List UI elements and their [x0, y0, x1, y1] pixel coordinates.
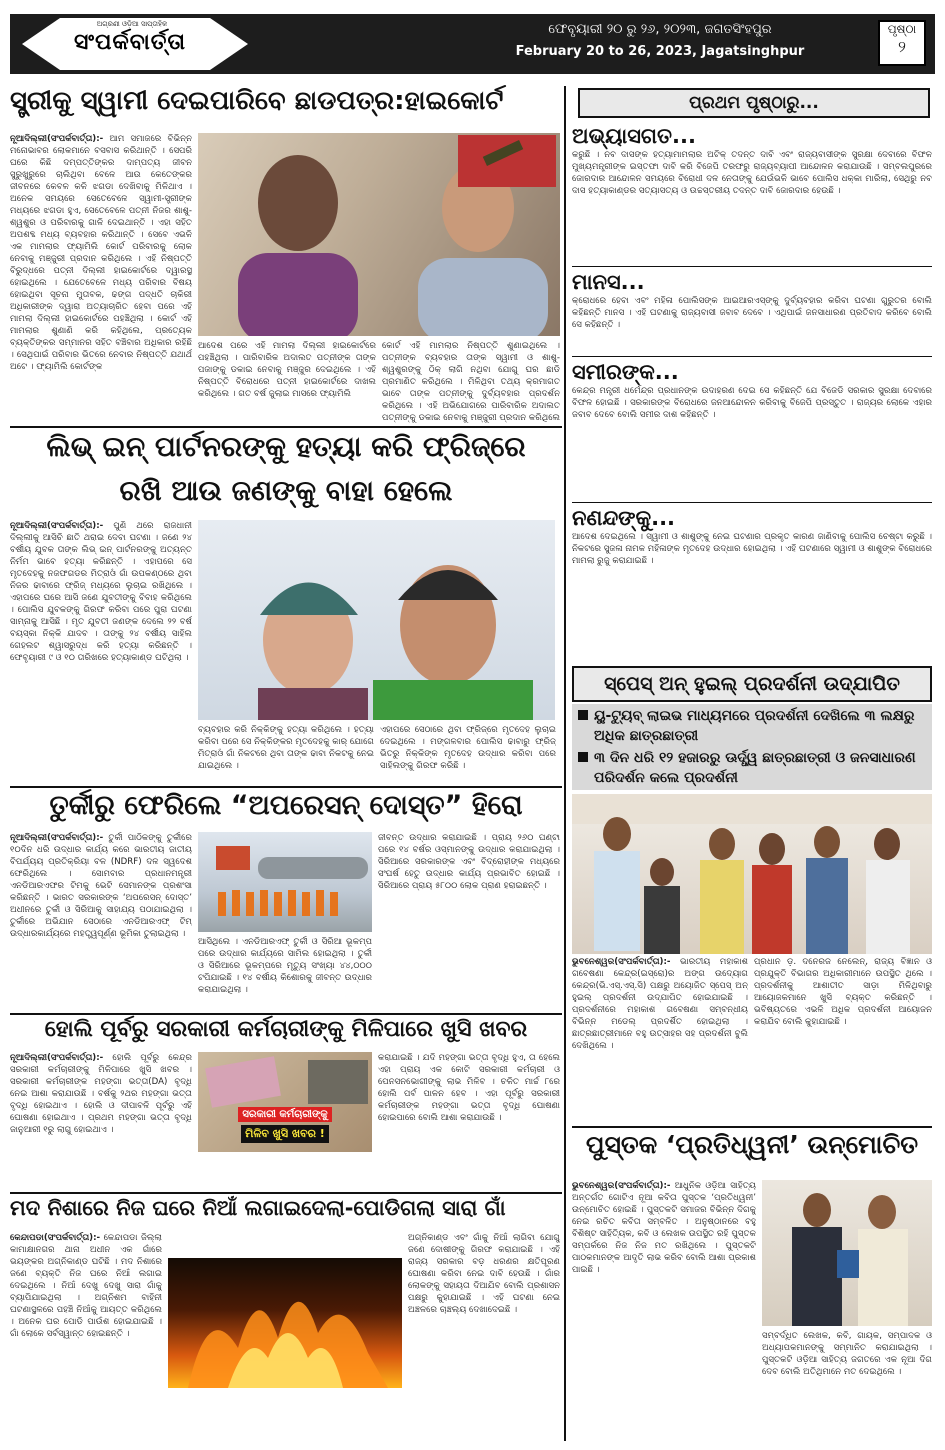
expo-visitors-photo — [572, 794, 932, 954]
story4-dateline: ନୂଆଦିଲ୍ଲୀ(ସଂପର୍କବାର୍ତ୍ତା):- — [10, 1053, 104, 1063]
story3-col3: ଜୀବନ୍ତ ଉଦ୍ଧାର କରାଯାଇଛି । ପ୍ରାୟ ୨୬୦ ଘଣ୍ଟା ପରେ ୧୪ ବର୍ଷର ଓସ୍ମାନଙ୍କୁ ଉଦ୍ଧାର କରାଯାଇଥିଲା । ସିରିଆରେ ସରକାରଙ୍କ ଏବଂ ବିଦ୍ରୋହୀଙ୍କ ମଧ୍ୟରେ ସଂଘର୍ଷ ହେତୁ ଉଦ୍ଧାର କାର୍ଯ୍ୟ ପ୍ରଭାବିତ ହୋଇଛି । ସିରିଆରେ ପ୍ରାୟ ୫୮୦୦ ଲୋକ ପ୍ରାଣ ହରାଇଛନ୍ତି । — [378, 833, 560, 891]
story5-dateline: କେନ୍ଦାପଡା(ସଂପର୍କବାର୍ତ୍ତା):- — [10, 1233, 101, 1243]
cont-item-2-text: କ୍ରୋଧରେ ହେବା ଏବଂ ମହିଳା ପୋଲିସଙ୍କ ଆଇଆରଏସ୍‌ଙ୍କୁ ଦୁର୍ବ୍ୟବହାର କରିବା ଘଟଣା ଗୁରୁତର ବୋଲି କହିଛନ୍ତି ମାନସ । ଏହି ଘଟଣାକୁ ରାଜ୍ୟବାସୀ ଜବାବ ଦେବେ । ଏଥିପାଇଁ ଜନସାଧାରଣ ପ୍ରତିବାଦ କରିବେ ବୋଲି ସେ କହିଛନ୍ତି । — [572, 296, 932, 330]
expo-bullet-2: ୩ ଦିନ ଧରି ୧୨ ହଜାରରୁ ଊର୍ଦ୍ଧ୍ୱ ଛାତ୍ରଛାତ୍ରୀ ଓ ଜନସାଧାରଣ ପରିଦର୍ଶନ କଲେ ପ୍ରଦର୍ଶନୀ — [594, 750, 916, 786]
rule — [10, 1192, 562, 1194]
story2-col3: ଏହାପରେ ସେଠାରେ ଥିବା ଫ୍ରିଜ୍‌ରେ ମୃତଦେହ ଲୁଚାଇ ଦେଇଥିଲେ । ମଙ୍ଗଳବାର ପୋଲିସ ଢାବାରୁ ଫ୍ରିଜ୍ ଭିତରୁ ନିକ୍କିଙ୍କ ମୃତଦେହ ଉଦ୍ଧାର କରିବା ପରେ ସାହିଲଙ୍କୁ ଗିରଫ କରିଛି । — [380, 725, 556, 771]
ndrf-team-photo — [198, 832, 372, 932]
story2-headline-line2: ରଖି ଆଉ ଜଣଙ୍କୁ ବାହା ହେଲେ — [119, 474, 453, 507]
story1-col3: କୋର୍ଟ ଏହି ମାମଲାର ନିଷ୍ପତ୍ତି ଶୁଣାଇଥିଲେ । ପତ୍ନୀଙ୍କ ବ୍ୟବହାର ତାଙ୍କ ସ୍ୱାମୀ ଓ ଶାଶୁ-ଶ୍ୱଶୁରଙ୍କୁ ଠିକ୍ ଲାଗି ନଥିବା ଯୋଗୁ ଘର ଛାଡି ପ୍ରମାଣିତ କରିଥିଲେ । ମିଳିଥିବା ତଥ୍ୟ କ୍ରମାଗତ ଭାବେ ତାଙ୍କ ପତ୍ନୀଙ୍କୁ ଦୁର୍ବ୍ୟବହାର ପ୍ରଦର୍ଶନ କରିଥିଲେ । ଏହି ଅଭିଯୋଗରେ ପାରିବାରିକ ଅଦାଲତ ପତ୍ନୀଙ୍କୁ ଡକାଇ ନେବାକୁ ମଞ୍ଜୁରୀ ପ୍ରଦାନ କରିଥିଲେ — [382, 341, 560, 423]
rule — [572, 356, 932, 357]
village-fire-photo — [168, 1258, 402, 1388]
cont-item-2 — [572, 270, 932, 354]
cont-item-3-text: କେନ୍ଦ୍ର ମନ୍ତ୍ରୀ ଧର୍ମେନ୍ଦ୍ର ପ୍ରଧାନଙ୍କ ଉଦାହରଣ ଦେଇ ସେ କହିଛନ୍ତି ଯେ ବିଜେଡି ସରକାର ସୁରକ୍ଷା ଦେବାରେ ବିଫଳ ହୋଇଛି । ସରକାରଙ୍କ ବିରୋଧରେ ଜନଆନ୍ଦୋଳନ କରିବାକୁ ବିଜେପି ପ୍ରସ୍ତୁତ । ରାଜ୍ୟର ଲୋକେ ଏହାର ଜବାବ ଦେବେ ବୋଲି ସମୀର ଦାଶ କହିଛନ୍ତି । — [572, 386, 932, 420]
expo-headline: ସ୍ପେସ୍ ଅନ୍ ହୁଇଲ୍ ପ୍ରଦର୍ଶନୀ ଉଦ୍‌ଯାପିତ — [572, 666, 932, 702]
book-headline: ପୁସ୍ତକ ‘ପ୍ରତିଧ୍ୱନୀ’ ଉନ୍ମୋଚିତ — [585, 1130, 919, 1159]
cont-item-4-kicker: ନଣନ୍ଦଙ୍କୁ... — [572, 506, 676, 530]
story5-headline: ମଦ ନିଶାରେ ନିଜ ଘରେ ନିଆଁ ଲଗାଇଦେଲା-ପୋଡିଗଲା ସାରା ଗାଁ — [10, 1196, 506, 1220]
rule — [572, 266, 932, 267]
story4-col2: କରାଯାଇଛି । ଯଦି ମହଙ୍ଗା ଭତ୍ତା ବୃଦ୍ଧି ହୁଏ, ତା ହେଲେ ଏହା ପ୍ରାୟ ଏକ କୋଟି ସରକାରୀ କର୍ମଚାରୀ ଓ ପେନସନଭୋଗୀଙ୍କୁ ଲାଭ ମିଳିବ । ଚଳିତ ମାର୍ଚ୍ଚ ୮ରେ ହୋଲି ପର୍ବ ପାଳନ ହେବ । ଏହା ପୂର୍ବରୁ ସରକାରୀ କର୍ମଚାରୀଙ୍କ ମହଙ୍ଗା ଭତ୍ତା ବୃଦ୍ଧି ଘୋଷଣା ହୋଇପାରେ ବୋଲି ଆଶା କରାଯାଉଛି । — [378, 1053, 560, 1123]
story3-col2: ଆସିଥିଲେ । ଏନଡିଆରଏଫ୍ ତୁର୍କୀ ଓ ସିରିଆ ଭୂକମ୍ପ ପରେ ଉଦ୍ଧାର କାର୍ଯ୍ୟରେ ସାମିଲ ହୋଇଥିଲା । ତୁର୍କୀ ଓ ସିରିଆରେ ଭୂକମ୍ପରେ ମୃତ୍ୟୁ ସଂଖ୍ୟା ୪୪,୦୦୦ ଟପିଯାଇଛି । ୧୪ ବର୍ଷୀୟ କିଶୋରକୁ ଜୀବନ୍ତ ଉଦ୍ଧାର କରାଯାଇଥିଲା । — [198, 937, 372, 995]
story5-col2: ଅଗ୍ନିକାଣ୍ଡ ଏବଂ ଗାଁକୁ ନିଆଁ ଲାଗିବା ଯୋଗୁ ଜଣେ ଦୋଷୀଙ୍କୁ ଗିରଫ କରାଯାଇଛି । ଏହି ରାଜ୍ୟ ସରକାର ବଡ଼ ଧରଣର କ୍ଷତିପୂରଣ ଘୋଷଣା କରିବା ନେଇ ଦାବି ହେଉଛି । ଗାଁର ଲୋକଙ୍କୁ ସହାୟତା ଦିଆଯିବ ବୋଲି ପ୍ରଶାସନ ପକ୍ଷରୁ କୁହାଯାଇଛି । ଏହି ଘଟଣା ନେଇ ଅଞ୍ଚଳରେ ଚାଞ୍ଚଲ୍ୟ ଦେଖାଦେଇଛି । — [408, 1233, 560, 1315]
book-col2: ସମ୍ବର୍ଦ୍ଧିତ ଲେଖକ, କବି, ଗାୟକ, ସମ୍ପାଦକ ଓ ଅଧ୍ୟାପକମାନଙ୍କୁ ସମ୍ମାନିତ କରାଯାଇଥିଲା । ପୁସ୍ତକଟି ଓଡ଼ିଆ ସାହିତ୍ୟ ଜଗତରେ ଏକ ନୂଆ ଦିଗ ଦେବ ବୋଲି ଅତିଥିମାନେ ମତ ଦେଇଥିଲେ । — [762, 1331, 932, 1377]
cont-item-1-kicker: ଅଭ୍ୟାସଗତ... — [572, 124, 696, 148]
govt-photo-caption-line1: ସରକାରୀ କର୍ମଚାରୀଙ୍କୁ — [238, 1107, 331, 1122]
govt-photo-caption — [200, 1102, 370, 1150]
expo-col1: ଭୁବନେଶ୍ୱର(ସଂପର୍କବାର୍ତ୍ତା):- ଭାରତୀୟ ମହାକାଶ ଗବେଷଣା କେନ୍ଦ୍ର(ଇସ୍ରୋ)ର ଅଙ୍ଗ ଉଦ୍ୟୋଗ କେନ୍ଦ୍ର(ଭି.ଏସ୍.ଏସ୍.ସି) ପକ୍ଷରୁ ଅୟୋଜିତ ସ୍ପେସ୍ ଅନ୍ ହୁଇଲ୍ ପ୍ରଦର୍ଶନୀ ଉଦ୍‌ଯାପିତ ହୋଇଯାଇଛି । ପ୍ରଦର୍ଶନୀରେ ମହାକାଶ ଗବେଷଣା ସମ୍ବନ୍ଧୀୟ ବିଭିନ୍ନ ମଡେଲ୍ ପ୍ରଦର୍ଶିତ ହୋଇଥିଲା । ଛାତ୍ରଛାତ୍ରୀମାନେ ବହୁ ଉତ୍ସାହର ସହ ପ୍ରଦର୍ଶନୀ ବୁଲି ଦେଖିଥିଲେ । — [572, 957, 748, 1051]
rule — [10, 426, 562, 428]
date-english: February 20 to 26, 2023, Jagatsinghpur — [515, 44, 805, 59]
bullet-square — [578, 710, 588, 720]
cont-item-3-kicker: ସମୀରଙ୍କ... — [572, 360, 679, 384]
story2-col1: ନୂଆଦିଲ୍ଲୀ(ସଂପର୍କବାର୍ତ୍ତା):- ପୁଣି ଥରେ ରାଜଧାନୀ ଦିଲ୍ଲୀକୁ ଆସିଚି ଛାତି ଥରାଇ ଦେବା ଘଟଣା । ଜଣେ ୨୪ ବର୍ଷୀୟ ଯୁବକ ତାଙ୍କ ଲିଭ୍ ଇନ୍ ପାର୍ଟନରଙ୍କୁ ଅତ୍ୟନ୍ତ ନିର୍ମମ ଭାବେ ହତ୍ୟା କରିଛନ୍ତି । ଏହାପରେ ସେ ମୃତଦେହକୁ ନଜଫଗଡର ମିତ୍ରାଓଁ ଗାଁ ଉପକଣ୍ଠରେ ଥିବା ନିଜର ଢାବାରେ ଫ୍ରିଜ୍ ମଧ୍ୟରେ ଲୁଚାଇ ରଖିଥିଲେ । ଏହାପରେ ଘରେ ଆସି ଜଣେ ଯୁବତୀଙ୍କୁ ବିବାହ କରିଥିଲେ । ପୋଲିସ ଯୁବକଙ୍କୁ ଗିରଫ କରିବା ପରେ ପୁରା ଘଟଣା ସାମ୍ନାକୁ ଆସିଛି । ମୃତ ଯୁବତୀ ଜଣଙ୍କ ଦେଲେ ୨୨ ବର୍ଷ ବୟସ୍କା ନିକ୍କି ଯାଦବ । ତାଙ୍କୁ ୨୪ ବର୍ଷୀୟ ସାହିଲ ଗେହଲଟ ଶ୍ୱାସରୁଦ୍ଧ କରି ହତ୍ୟା କରିଛନ୍ତି । ଫେବୃୟାରୀ ୯ ଓ ୧୦ ତାରିଖରେ ହତ୍ୟାକାଣ୍ଡ ଘଟିଥିଲା । — [10, 521, 192, 663]
story2-headline-line1: ଲିଭ୍ ଇନ୍ ପାର୍ଟନରଙ୍କୁ ହତ୍ୟା କରି ଫ୍ରିଜ୍‌ରେ — [46, 430, 526, 463]
book-release-photo — [762, 1180, 932, 1326]
page-number: ୨ — [898, 37, 906, 56]
story3-col1: ନୂଆଦିଲ୍ଲୀ(ସଂପର୍କବାର୍ତ୍ତା):- ତୁର୍କୀ ପାଠିକଙ୍କୁ ତୁର୍କୀରେ ୧୦ଦିନ ଧରି ଉଦ୍ଧାର କାର୍ଯ୍ୟ କରେ ଭାରତୀୟ ଜାତୀୟ ବିପର୍ଯ୍ୟୟ ପ୍ରତିକ୍ରିୟା ବଳ (NDRF) ଦଳ ସ୍ୱଦେଶ ଫେରିଥିଲେ । ସୋମବାର ପ୍ରଧାନମନ୍ତ୍ରୀ ଏନଡିଆରଏଫର ଟିମକୁ ଭେଟି ସେମାନଙ୍କ ପ୍ରଶଂସା କରିଛନ୍ତି । ଭାରତ ସରକାରଙ୍କ ‘ଅପରେସନ୍ ଦୋସ୍ତ’ ଅଧୀନରେ ତୁର୍କୀ ଓ ସିରିଆକୁ ସାହାଯ୍ୟ ପଠାଯାଇଥିଲା । ତୁର୍କୀରେ ଅଭିଯାନ ସେଠାରେ ଏନଡିଆରଏଫ୍ ଟିମ୍ ଉଦ୍ଧାରକାର୍ଯ୍ୟରେ ମହତ୍ତ୍ୱପୂର୍ଣ୍ଣ ଭୂମିକା ତୁଲାଇଥିଲା । — [10, 833, 192, 939]
story3-headline: ତୁର୍କୀରୁ ଫେରିଲେ “ଅପରେସନ୍ ଦୋସ୍ତ” ହିରୋ — [49, 790, 523, 821]
story2-dateline: ନୂଆଦିଲ୍ଲୀ(ସଂପର୍କବାର୍ତ୍ତା):- — [10, 521, 104, 531]
page-label: ପୃଷ୍ଠା — [887, 22, 917, 36]
rule — [572, 502, 932, 503]
cont-item-1 — [572, 124, 932, 262]
expo-col2: ପ୍ରଧାନ ଡ଼. ଦନେରଜ ନେଲେନ୍, ରାଜ୍ୟ ବିଜ୍ଞାନ ଓ ପ୍ରଯୁକ୍ତି ବିଭାଗର ଅଧିକାରୀମାନେ ଉପସ୍ଥିତ ଥିଲେ । ପ୍ରଦର୍ଶନୀକୁ ଆଶାତୀତ ସାଡ଼ା ମିଳିଥିବାରୁ ଆୟୋଜକମାନେ ଖୁସି ବ୍ୟକ୍ତ କରିଛନ୍ତି । ଭବିଷ୍ୟତରେ ଏଭଳି ଅଧିକ ପ୍ରଦର୍ଶନୀ ଆୟୋଜନ କରାଯିବ ବୋଲି କୁହାଯାଇଛି । — [754, 957, 932, 1027]
story1-dateline: ନୂଆଦିଲ୍ଲୀ(ସଂପର୍କବାର୍ତ୍ତା):- — [10, 134, 104, 144]
rule — [10, 786, 562, 788]
date-odia: ଫେବୃୟାରୀ ୨୦ ରୁ ୨୬, ୨୦୨୩, ଜଗତସିଂହପୁର — [548, 22, 772, 37]
story1-headline: ସ୍ତ୍ରୀକୁ ସ୍ୱାମୀ ଦେଇପାରିବେ ଛାଡପତ୍ର:ହାଇକୋର୍ଟ — [10, 86, 504, 116]
book-col1: ଭୁବନେଶ୍ୱର(ସଂପର୍କବାର୍ତ୍ତା):- ଆଧୁନିକ ଓଡ଼ିଆ ସାହିତ୍ୟ ଅନ୍ତର୍ଗତ ଗୋଟିଏ ନୂଆ କବିତା ପୁସ୍ତକ ‘ପ୍ରତିଧ୍ୱନୀ’ ଉନ୍ମୋଚିତ ହୋଇଛି । ପୁସ୍ତକଟି ସମାଜର ବିଭିନ୍ନ ଦିଗକୁ ନେଇ ରଚିତ କବିତା ସମ୍ବଳିତ । ଅନୁଷ୍ଠାନରେ ବହୁ ବିଶିଷ୍ଟ ସାହିତ୍ୟିକ, କବି ଓ ଲେଖକ ଉପସ୍ଥିତ ରହି ପୁସ୍ତକ ସମ୍ପର୍କରେ ନିଜ ନିଜ ମତ ରଖିଥିଲେ । ପୁସ୍ତକଟି ପାଠକମାନଙ୍କ ଆଦୃତି ଲାଭ କରିବ ବୋଲି ଆଶା ପ୍ରକାଶ ପାଇଛି । — [572, 1181, 756, 1275]
expo-dateline: ଭୁବନେଶ୍ୱର(ସଂପର୍କବାର୍ତ୍ତା):- — [572, 957, 671, 967]
story4-col1: ନୂଆଦିଲ୍ଲୀ(ସଂପର୍କବାର୍ତ୍ତା):- ହୋଲି ପୂର୍ବରୁ କେନ୍ଦ୍ର ସରକାରୀ କର୍ମଚାରୀଙ୍କୁ ମିଳିପାରେ ଖୁସି ଖବର । ସରକାରୀ କର୍ମଚାରୀଙ୍କ ମହଙ୍ଗା ଭତ୍ତା(DA) ବୃଦ୍ଧି ନେଇ ଆଶା କରାଯାଉଛି । ବର୍ଷକୁ ୨ଥର ମହଙ୍ଗା ଭତ୍ତା ବୃଦ୍ଧି ହୋଇଥାଏ । ହୋଲି ଓ ଦୀପାବଳି ପୂର୍ବରୁ ଏହି ଘୋଷଣା ହୋଇଥାଏ । ପ୍ରଥମ ମହଙ୍ଗା ଭତ୍ତା ବୃଦ୍ଧି ଜାନୁଆରୀ ୧ରୁ ଲାଗୁ ହୋଇଥାଏ । — [10, 1053, 192, 1135]
cont-item-1-text: କରୁଛି । ନବ ଦାସଙ୍କ ହତ୍ୟାମାମଲାର ଅଟିକ୍ ତଦନ୍ତ ଦାବି ଏବଂ ରାଜ୍ୟବାସୀଙ୍କ ସୁରକ୍ଷା ଦେବାରେ ବିଫଳ ମୁଖ୍ୟମନ୍ତ୍ରୀଙ୍କ ଇସ୍ତଫା ଦାବି କରି ବିଜେପି ତରଫରୁ ରାଜ୍ୟବ୍ୟାପୀ ଆନ୍ଦୋଳନ କରାଯାଉଛି । ସମ୍ବଲପୁରରେ ଜୋରଦାର ଆନ୍ଦୋଳନ ସମୟରେ ବିରୋଧୀ ଦଳ ନେତାଙ୍କୁ ଯେଉଁଭଳି ଭାବେ ପୋଲିସ ଧକ୍କା ମାରିଲା, ସେଥିରୁ ନବ ଦାସ ହତ୍ୟାକାଣ୍ଡର ସତ୍ୟାସତ୍ୟ ଓ ଉଚ୍ଚସ୍ତରୀୟ ତଦନ୍ତ ଦାବି ଜୋରଦାର ହେଉଛି । — [572, 150, 932, 196]
column-divider — [564, 86, 566, 1441]
story5-col1: କେନ୍ଦାପଡା(ସଂପର୍କବାର୍ତ୍ତା):- କେନ୍ଦାପଡା ଜିଲ୍ଲା କାମାକ୍ଷାନଗର ଥାନା ଅଧୀନ ଏକ ଗାଁରେ ଭୟଙ୍କର ଅଗ୍ନିକାଣ୍ଡ ଘଟିଛି । ମଦ ନିଶାରେ ଜଣେ ବ୍ୟକ୍ତି ନିଜ ଘରେ ନିଆଁ ଲଗାଇ ଦେଇଥିଲେ । ନିଆଁ ଦେଖୁ ଦେଖୁ ସାରା ଗାଁକୁ ବ୍ୟାପିଯାଇଥିଲା । ଅଗ୍ନିଶମ ବାହିନୀ ଘଟଣାସ୍ଥଳରେ ପହଞ୍ଚି ନିଆଁକୁ ଆୟତ୍ତ କରିଥିଲେ । ଅନେକ ଘର ପୋଡି ପାଉଁଶ ହୋଇଯାଇଛି । ଗାଁ ଲୋକେ ସର୍ବସ୍ୱାନ୍ତ ହୋଇଛନ୍ତି । — [10, 1233, 162, 1339]
govt-photo-caption-line2: ମିଳିବ ଖୁସି ଖବର ! — [241, 1125, 329, 1143]
expo-bullet-1: ୟୁ-ଟ୍ୟୁବ୍ ଲାଇଭ ମାଧ୍ୟମରେ ପ୍ରଦର୍ଶନୀ ଦେଖିଲେ ୩ ଲକ୍ଷରୁ ଅଧିକ ଛାତ୍ରଛାତ୍ରୀ — [594, 708, 915, 744]
couple-argument-photo — [198, 133, 560, 336]
cont-item-4-text: ଆଦେଶ ଦେଇଥିଲେ । ସ୍ୱାମୀ ଓ ଶାଶୁଙ୍କୁ ନେଇ ଘଟଣାର ପ୍ରକୃତ କାରଣ ଜାଣିବାକୁ ପୋଲିସ ଚେଷ୍ଟା କରୁଛି । ନିକଟରେ ସୁଜଳା ନାମକ ମହିଳାଙ୍କ ମୃତଦେହ ଉଦ୍ଧାର ହୋଇଥିଲା । ଏହି ଘଟଣାରେ ସ୍ୱାମୀ ଓ ଶାଶୁଙ୍କ ବିରୋଧରେ ମାମଲା ରୁଜୁ କରାଯାଇଛି । — [572, 532, 932, 566]
expo-highlights-box — [572, 704, 932, 790]
story1-col1: ନୂଆଦିଲ୍ଲୀ(ସଂପର୍କବାର୍ତ୍ତା):- ଆମ ସମାଜରେ ବିଭିନ୍ନ ମନୋଭାବର ଲୋକମାନେ ବସବାସ କରିଥାନ୍ତି । ସେପରି ଘରେ କିଛି ଦମ୍ପତ୍ତିଙ୍କର ଦାମ୍ପତ୍ୟ ଜୀବନ ସୁରୁଖୁରୁରେ ଚାଲିଥିବା ବେଳେ ଆଉ କେତେଙ୍କର ଜୀବନରେ କେବଳ କଳି ଝଗଡା ଦେଖିବାକୁ ମିଳିଥାଏ । ଅନେକ ସମୟରେ ସେତେବେଳେ ସ୍ୱାମୀ-ସ୍ତ୍ରୀଙ୍କ ମଧ୍ୟରେ ଝଗଡା ହୁଏ, ସେତେବେଳେ ପତ୍ନୀ ନିଜର ଶାଶୁ-ଶ୍ୱଶୁର ଓ ପରିବାରକୁ ଗାଳି ଦେଇଥାନ୍ତି । ଏହା ସହିତ ଅପଶବ୍ଦ ମଧ୍ୟ ବ୍ୟବହାର କରିଥାନ୍ତି । ସେବେ ଏଭଳି ଏକ ମାମଲାର ଫ୍ୟାମିଲି କୋର୍ଟ ପରିବାରକୁ ଲୋକ ନେବାକୁ ମଞ୍ଜୁରୀ ପ୍ରଦାନ କରିଥିଲେ । ଏହି ନିଷ୍ପତ୍ତି ବିରୁଦ୍ଧରେ ପତ୍ନୀ ଦିଲ୍ଲୀ ହାଇକୋର୍ଟରେ ଦ୍ୱାରସ୍ଥ ହୋଇଥିଲେ । ଯେତେବେଳେ ମଧ୍ୟ ପରିବାର ବିଷୟ ହୋଇଥିବା ସୂଚନା ମୁତାବକ, ଢଙ୍ଗ ପଦ୍ଧତି ଚାକିରୀ ଅଧିକାରୀଙ୍କ ଦ୍ୱାରା ଅତ୍ୟାଚାରିତ ହେବା ପରେ ଏହି ମାମଲା ଦିଲ୍ଲୀ ହାଇକୋର୍ଟରେ ପହଞ୍ଚିଥିଲା । କୋର୍ଟ ଏହି ମାମଲାର ଶୁଣାଣି କରି କହିଥିଲେ, ପ୍ରତ୍ୟେକ ବ୍ୟକ୍ତିଙ୍କର ସମ୍ମାନର ସହିତ ବଞ୍ଚିବାର ଅଧିକାର ରହିଛି । ସେଥିପାଇଁ ପରିବାର ଭିତରେ ନେବାର ନିଷ୍ପତ୍ତି ଯଥାର୍ଥ ଅଟେ । ଫ୍ୟାମିଲି କୋର୍ଟଙ୍କ — [10, 134, 192, 372]
cont-item-4 — [572, 506, 932, 662]
story2-col2: ବ୍ୟବହାର କରି ନିକ୍କିଙ୍କୁ ହତ୍ୟା କରିଥିଲେ । ହତ୍ୟା କରିବା ପରେ ସେ ନିକ୍କିଙ୍କର ମୃତଦେହକୁ କାର୍ ଯୋଗେ ମିତ୍ରାଓଁ ଗାଁ ନିକଟରେ ଥିବା ତାଙ୍କ ଢାବା ନିକଟକୁ ନେଇ ଯାଇଥିଲେ । — [198, 725, 374, 771]
front-page-tab: ପ୍ରଥମ ପୃଷ୍ଠାରୁ... — [578, 88, 930, 118]
logo-tagline: ଅଗ୍ରଣୀ ଓଡ଼ିଆ ସାପ୍ତାହିକ — [96, 20, 168, 28]
couple-selfie-photo — [198, 520, 555, 720]
book-dateline: ଭୁବନେଶ୍ୱର(ସଂପର୍କବାର୍ତ୍ତା):- — [572, 1181, 671, 1191]
story4-headline: ହୋଲି ପୂର୍ବରୁ ସରକାରୀ କର୍ମଚାରୀଙ୍କୁ ମିଳିପାରେ ଖୁସି ଖବର — [44, 1017, 528, 1042]
story3-dateline: ନୂଆଦିଲ୍ଲୀ(ସଂପର୍କବାର୍ତ୍ତା):- — [10, 833, 104, 843]
page-number-box — [878, 20, 926, 66]
rule — [10, 1013, 562, 1015]
bullet-square — [578, 752, 588, 762]
rule — [572, 1126, 932, 1128]
logo: ସଂପର୍କବାର୍ତ୍ତା — [74, 30, 186, 55]
cont-item-2-kicker: ମାନସ... — [572, 270, 645, 294]
cont-item-3 — [572, 360, 932, 498]
story1-col2: ଆଦେଶ ପରେ ଏହି ମାମଲା ଦିଲ୍ଲୀ ହାଇକୋର୍ଟରେ ପହଞ୍ଚିଥିଲା । ପାରିବାରିକ ଅଦାଲତ ପତ୍ନୀଙ୍କ ତାଙ୍କ ପଜାଙ୍କୁ ଡକାଇ ନେବାକୁ ମଞ୍ଜୁର ଦେଇଥିଲେ । ଏହି ନିଷ୍ପତ୍ତି ବିରୋଧରେ ପତ୍ନୀ ହାଇକୋର୍ଟରେ ଦାଖଲ କରିଥିଲେ । ଗତ ବର୍ଷ ଜୁଲାଇ ମାସରେ ଫ୍ୟାମିଲି — [198, 341, 376, 399]
